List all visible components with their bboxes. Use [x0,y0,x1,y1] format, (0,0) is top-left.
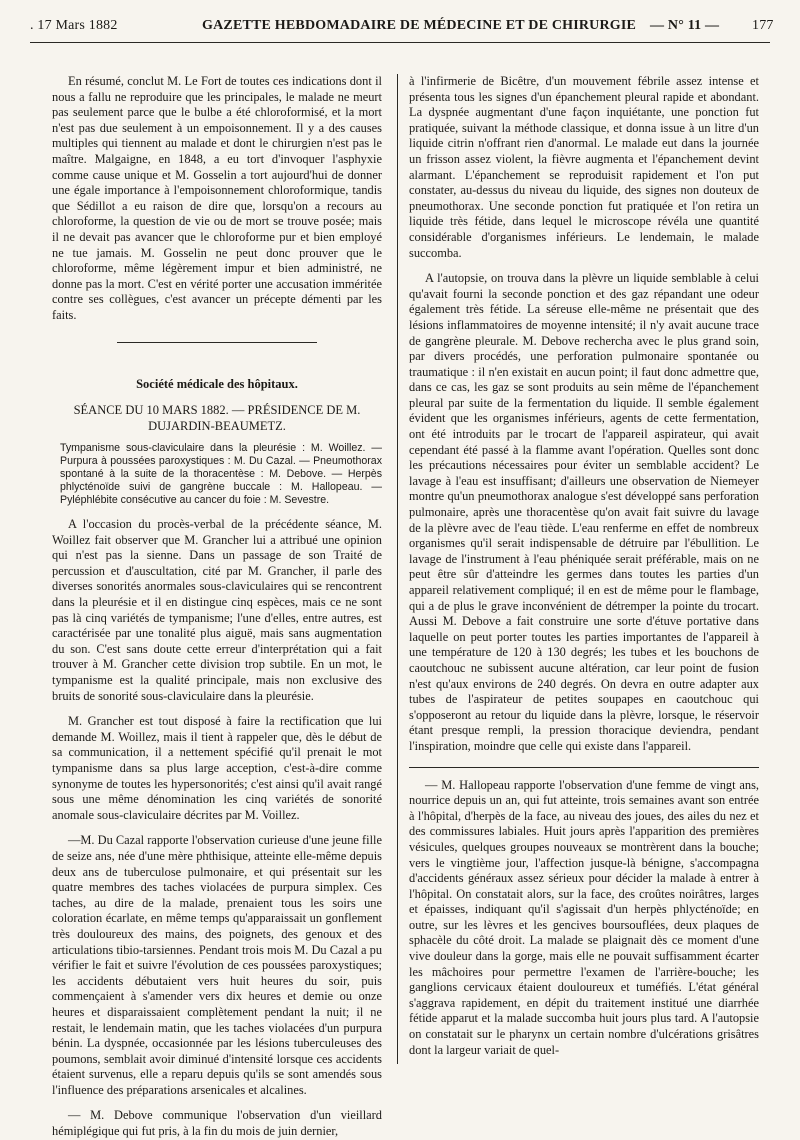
section-separator [117,342,317,343]
session-summary: Tympanisme sous-claviculaire dans la pleurésie : M. Woillez. — Purpura à poussées paroxystiques : M. Du Cazal. — Pneumothorax spontané à la suite de la thoracentèse : M. Debove. — Herpès phlycténoïde suivi de gangrène buccale : M. Hallopeau. — Pyléphlébite consécutive au cancer du foie : M. Sevestre. [60,442,382,507]
section-separator-right [409,767,759,768]
du-cazal-paragraph: —M. Du Cazal rapporte l'observation curieuse d'une jeune fille de seize ans, née d'une mère phthisique, atteinte elle-même depuis deux ans de tuberculose pulmonaire, et qui présentait sur les quatre membres des taches violacées de purpura simplex. Ces taches, au dire de la malade, prenaient tous les soirs une coloration écarlate, en même temps qu'apparaissait un gonflement très douloureux des mains, des poignets, des genoux et des articulations tibio-tarsiennes. Pendant trois mois M. Du Cazal a pu vérifier le fait et suivre l'évolution de ces poussées paroxystiques; les accidents débutaient vers huit heures du soir, puis commençaient à s'amender vers dix heures et demie ou onze heures et disparaissaient complètement pendant la nuit; il ne restait, le lendemain matin, que les taches violacées d'un purpura bénin. La dyspnée, occasionnée par les lésions tuberculeuses des poumons, semblait avoir diminué d'intensité lorsque ces accidents étaient survenus, elle a reparu depuis qu'ils se sont amendés sous l'influence des préparations arsenicales et alcalines. [52,833,383,1097]
hallopeau-paragraph: — M. Hallopeau rapporte l'observation d'une femme de vingt ans, nourrice depuis un an, qui fut atteinte, trois semaines avant son entrée à l'hôpital, d'herpès de la face, au niveau des joues, des ailes du nez et des commissures labiales. Huit jours après l'apparition des premières vésicules, quelques groupes nouveaux se montrèrent dans la bouche; vers le vingtième jour, l'affection jusque-là bénigne, s'accompagna d'accidents généraux assez sérieux pour décider la malade à entrer à l'hôpital. On constatait alors, sur la face, des croûtes noirâtres, larges et épaisses, indiquant qu'il s'agissait d'un herpès phlycténoïde; en outre, sur les lèvres et les gencives boursouflées, deux plaques de sphacèle du côté droit. La malade se plaignait dès ce moment d'une vive douleur dans la gorge, mais elle ne pouvait suffisamment écarter les mâchoires pour permettre l'examen de l'arrière-bouche; les ganglions cervicaux étaient douloureux et tuméfiés. L'état général s'aggrava rapidement, en dépit du traitement institué une diarrhée fétide apparut et la malade succomba huit jours plus tard. A l'autopsie on constatait sur le pharynx un certain nombre d'ulcérations grisâtres dont la largeur variait de quel- [409,777,759,1057]
issue-number: — N° 11 — [650,18,720,33]
debove-paragraph-cont: à l'infirmerie de Bicêtre, d'un mouvement fébrile assez intense et présenta tous les signes d'un épanchement pleural rapide et abondant. La dyspnée augmentant d'une façon inquiétante, une ponction fut pratiquée, suivant la méthode classique, et donna issue à un litre d'un liquide citrin n'offrant rien d'anormal. Le malade eut dans la journée un frisson assez violent, la fièvre augmenta et l'épanchement devint alarmant. L'épanchement se reproduisit rapidement et l'on put constater, au-dessus du niveau du liquide, des signes non douteux de pneumothorax. Une seconde ponction fut pratiquée et l'on retira un liquide très fétide, dans lequel le microscope révéla une quantité considérable d'organismes inférieurs. Le lendemain, le malade succomba. [409,74,759,260]
debove-paragraph-start: — M. Debove communique l'observation d'un vieillard hémiplégique qui fut pris, à la fin du mois de juin dernier, [52,1108,382,1139]
le-fort-conclusion: En résumé, conclut M. Le Fort de toutes ces indications dont il nous a fallu ne reproduire que les principales, le malade ne meurt pas seulement parce que le bulbe a été chloroformisé, et la mort n'est pas due seulement à un empoisonnement. Il y a des causes multiples qui tiennent au malade et dont le chirurgien n'est pas le maître. Malgaigne, en 1848, a eu tort d'invoquer l'asphyxie comme cause unique et M. Gosselin a tort aujourd'hui de donner une égale importance à l'empoisonnement chloroformique, tandis que Sédillot a eu raison de dire que, lorsqu'on a recours au chloroforme, la question de vie ou de mort se trouve posée; mais il ne devait pas avancer que le chloroforme pur et bien employé ne tue jamais. M. Gosselin ne peut donc prouver que le chloroforme, même légèrement impur et bien administré, ne donne pas la mort. C'est en vérité porter une accusation imméritée contre ses collègues, c'est avancer un précepte démenti par les faits. [52,74,382,322]
society-title: Société médicale des hôpitaux. [136,376,298,391]
autopsy-paragraph: A l'autopsie, on trouva dans la plèvre un liquide semblable à celui qu'avait fourni la seconde ponction et des gaz répandant une odeur également très fétide. La séreuse elle-même ne présentait que des lésions inflammatoires de moyenne intensité; il n'y avait aucune trace de gangrène pleurale. M. Debove rechercha avec le plus grand soin, par divers procédés, une perforation pulmonaire spontanée ou traumatique : il n'en existait en aucun point; il faut donc admettre que, dans ce cas, les gaz se sont produits au sein même de l'épanchement pleural par suite de la fermentation du liquide. Il semble également évident que les organismes inférieurs, agents de cette fermentation, ont été introduits par le trocart de l'appareil aspirateur, qui avait cependant été passé à la flamme avant l'opération. Quelles sont donc les précautions nécessaires pour éviter un semblable accident? Le lavage à l'eau est insuffisant; d'ailleurs une observation de Niemeyer montre qu'un pneumothorax analogue s'est développé sans perforation pulmonaire, après une thoracentèse qu'on avait fait suivre du lavage de la plèvre avec de l'eau tiède. L'eau renferme en effet de nombreux organismes qu'il serait indispensable de détruire par l'ébullition. Le lavage de l'instrument à l'eau phéniquée serait préférable, mais on ne peut être sûr d'atteindre les germes dans toutes les parties d'un appareil relativement compliqué; il en est de même pour le flambage, qui a de plus le grave inconvénient de détremper la pointe du trocart. Aussi M. Debove a fait construire une sorte d'étuve portative dans laquelle on peut porter toutes les parties importantes de l'appareil à une température de 120 à 130 degrés; les tubes et les bouchons de caoutchouc ne subissent aucune altération, car leur point de fusion n'est qu'aux environs de 240 degrés. On devra en outre adapter aux tubes de l'aspirateur de petites soupapes en caoutchouc qui s'opposeront au retour du liquide dans la plèvre, lorsque, le réservoir étant presque rempli, la pression thoracique deviendra, pendant l'inspiration, moindre que celle qui existe dans l'appareil. [409,271,759,753]
page-number: 177 [752,18,774,33]
issue-date: . 17 Mars 1882 [30,18,118,33]
right-column [409,74,759,1058]
column-divider [397,74,398,1064]
left-column [52,74,382,1140]
grancher-paragraph: M. Grancher est tout disposé à faire la rectification que lui demande M. Woillez, mais il tient à rappeler que, dès le début de sa communication, il a nettement spécifié qu'il prenait le mot tympanisme dans sa plus large acception, c'est-à-dire comme synonyme de toutes les hypersonorités; c'est ainsi qu'il avait rangé sous une même dénomination les cinq variétés de sonorité anomale sous-claviculaire décrites par M. Voillez. [52,714,382,822]
header-rule [30,42,770,43]
journal-title: GAZETTE HEBDOMADAIRE DE MÉDECINE ET DE CHIRURGIE [202,18,637,33]
page-header [30,10,774,40]
seance-heading: SÉANCE DU 10 MARS 1882. — PRÉSIDENCE DE M. DUJARDIN-BEAUMETZ. [73,403,361,434]
woillez-paragraph: A l'occasion du procès-verbal de la précédente séance, M. Woillez fait observer que M. Grancher lui a attribué une opinion qui n'est pas la sienne. Dans un passage de son Traité de percussion et d'auscultation, cité par M. Grancher, il parle des diverses sonorités anormales sous-claviculaires qui se rencontrent dans la pleurésie et il en distingue cinq espèces, mais ce ne sont pas là cinq variétés de tympanisme; l'une d'elles, entre autres, est caractérisée par une tonalité plus aiguë, mais sans augmentation du son. C'est sans doute cette erreur d'interprétation qui a fait trouver à M. Grancher cette division trop subtile. En un mot, le tympanisme est la qualité principale, mais non exclusive des bruits de sonorité sous-claviculaire dans la pleurésie. [52,517,382,703]
